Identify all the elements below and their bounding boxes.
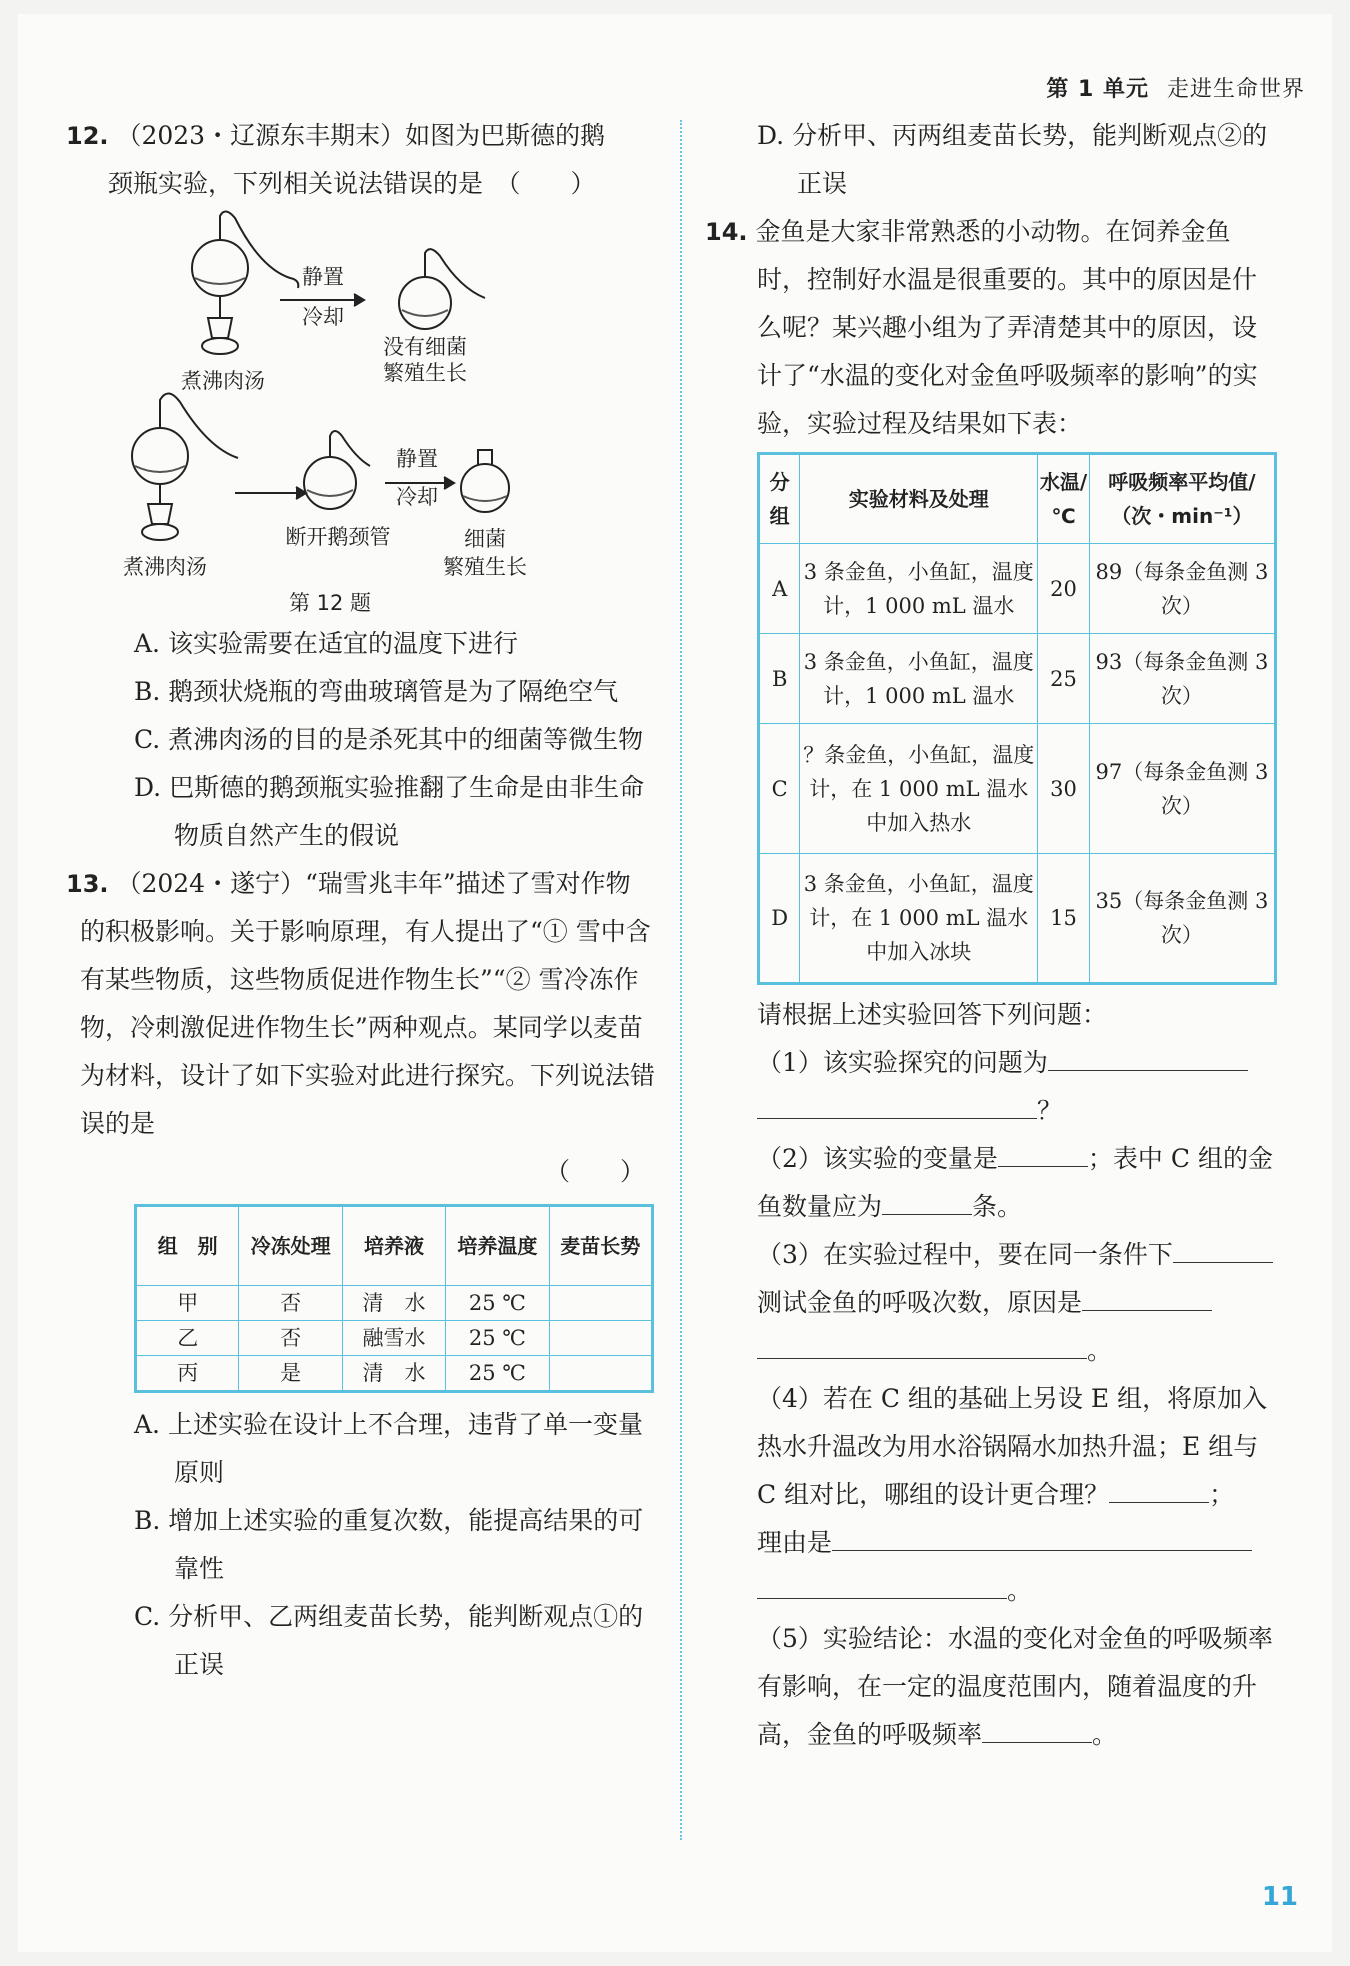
table-cell xyxy=(549,1321,652,1356)
table-header-cell: 培养温度 xyxy=(446,1206,549,1286)
answer-blank[interactable] xyxy=(1173,1233,1273,1263)
table-cell: 甲 xyxy=(136,1286,239,1321)
question-stem: （2023・辽源东丰期末）如图为巴斯德的鹅 xyxy=(116,121,606,150)
option-c xyxy=(80,1593,655,1689)
table-cell: 3 条金鱼，小鱼缸，温度计，1 000 mL 温水 xyxy=(800,634,1038,724)
table-cell: 清 水 xyxy=(342,1286,445,1321)
table-cell: ？条金鱼，小鱼缸，温度计，在 1 000 mL 温水中加入热水 xyxy=(800,724,1038,854)
sub-question-4-cont xyxy=(757,1567,1277,1615)
boil-broth-label-2: 煮沸肉汤 xyxy=(123,555,207,579)
table-row xyxy=(759,854,1276,984)
sub-question-sep: ； xyxy=(1209,1480,1235,1509)
table-cell: 25 xyxy=(1038,634,1090,724)
table-cell: 融雪水 xyxy=(342,1321,445,1356)
option-d xyxy=(80,764,655,860)
sub-question-end: ？ xyxy=(1037,1096,1063,1125)
options-13 xyxy=(80,1401,655,1689)
gooseneck-figure xyxy=(120,208,655,678)
table-header-cell: 实验材料及处理 xyxy=(800,454,1038,544)
sub-question-1-cont xyxy=(757,1087,1277,1135)
sub-question-2 xyxy=(757,1135,1277,1231)
sub-question-end: 。 xyxy=(1092,1720,1118,1749)
answer-blank[interactable] xyxy=(757,1569,1007,1599)
answer-blank[interactable] xyxy=(757,1089,1037,1119)
table-cell: B xyxy=(759,634,800,724)
question-stem: 金鱼是大家非常熟悉的小动物。在饲养金鱼时，控制好水温是很重要的。其中的原因是什么呢？某兴趣小组为了弄清楚其中的原因，设计了“水温的变化对金鱼呼吸频率的影响”的实验，实验过程及结果如下表： xyxy=(755,217,1258,438)
arrow1-bottom-label: 冷却 xyxy=(302,305,344,329)
sub-question-5 xyxy=(757,1615,1277,1759)
option-label: A. xyxy=(134,629,161,658)
unit-title: 走进生命世界 xyxy=(1166,77,1305,102)
page-header xyxy=(1046,72,1305,103)
table-row xyxy=(136,1356,653,1392)
sub-question-text: 测试金鱼的呼吸次数，原因是 xyxy=(757,1288,1083,1317)
option-text: 增加上述实验的重复次数，能提高结果的可靠性 xyxy=(168,1506,644,1583)
table-cell: A xyxy=(759,544,800,634)
option-label: A. xyxy=(134,1410,161,1439)
unit-label: 第 1 单元 xyxy=(1046,77,1149,102)
answer-blank[interactable] xyxy=(982,1713,1092,1743)
table-header-cell: 分组 xyxy=(759,454,800,544)
left-column xyxy=(66,112,656,1689)
question-number: 14. xyxy=(705,218,748,246)
table-cell: 乙 xyxy=(136,1321,239,1356)
answer-blank[interactable] xyxy=(1082,1281,1212,1311)
option-label: D. xyxy=(134,773,162,802)
table-header-cell: 水温/℃ xyxy=(1038,454,1090,544)
no-bacteria-label-1: 没有细菌 xyxy=(383,335,467,359)
bacteria-label-2: 繁殖生长 xyxy=(443,555,527,579)
option-text: 该实验需要在适宜的温度下进行 xyxy=(167,629,518,658)
table-cell: 30 xyxy=(1038,724,1090,854)
option-label: D. xyxy=(757,121,785,150)
bacteria-label-1: 细菌 xyxy=(464,527,506,551)
question-12 xyxy=(66,112,655,860)
answer-paren: （ ） xyxy=(544,1157,645,1186)
table-cell: 25 ℃ xyxy=(446,1356,549,1392)
question-13 xyxy=(66,860,656,1689)
sub-prompt: 请根据上述实验回答下列问题： xyxy=(757,1000,1108,1029)
sub-question-1 xyxy=(757,1039,1277,1087)
table-cell: 97（每条金鱼测 3 次） xyxy=(1089,724,1275,854)
table-header-cell: 麦苗长势 xyxy=(549,1206,652,1286)
arrow2-bottom-label: 冷却 xyxy=(396,485,438,509)
table-header-cell: 组 别 xyxy=(136,1206,239,1286)
table-row xyxy=(759,634,1276,724)
table-cell: 25 ℃ xyxy=(446,1286,549,1321)
table-cell: 3 条金鱼，小鱼缸，温度计，在 1 000 mL 温水中加入冰块 xyxy=(800,854,1038,984)
option-a xyxy=(80,1401,655,1497)
sub-question-end: 。 xyxy=(1007,1576,1033,1605)
question-number: 12. xyxy=(66,122,109,150)
table-cell: 清 水 xyxy=(342,1356,445,1392)
break-neck-label: 断开鹅颈管 xyxy=(285,525,391,549)
no-bacteria-label-2: 繁殖生长 xyxy=(383,361,467,385)
column-divider xyxy=(680,120,682,1840)
option-label: C. xyxy=(134,1602,161,1631)
option-d-13 xyxy=(757,112,1277,208)
option-b xyxy=(80,1497,655,1593)
table-header-cell: 呼吸频率平均值/（次・min⁻¹） xyxy=(1089,454,1275,544)
table-header-cell: 培养液 xyxy=(342,1206,445,1286)
option-text: 鹅颈状烧瓶的弯曲玻璃管是为了隔绝空气 xyxy=(168,677,619,706)
sub-question-text: ；表中 C 组的金鱼数量应为 xyxy=(757,1144,1273,1221)
right-column xyxy=(705,112,1277,1759)
table-header-row xyxy=(759,454,1276,544)
table-row xyxy=(136,1286,653,1321)
table-cell: 否 xyxy=(239,1286,342,1321)
question-stem: （2024・遂宁）“瑞雪兆丰年”描述了雪对作物的积极影响。关于影响原理，有人提出了“① 雪中含有某些物质，这些物质促进作物生长”“② 雪冷冻作物，冷刺激促进作物生长”两种观点。某同学以麦苗为材料，设计了如下实验对此进行探究。下列说法错误的是 xyxy=(80,869,656,1138)
sub-question-text: （1）该实验探究的问题为 xyxy=(757,1048,1048,1077)
sub-question-end: 。 xyxy=(1087,1336,1113,1365)
answer-blank[interactable] xyxy=(757,1329,1087,1359)
sub-question-text: （2）该实验的变量是 xyxy=(757,1144,998,1173)
option-label: C. xyxy=(134,725,161,754)
option-text: 上述实验在设计上不合理，违背了单一变量原则 xyxy=(167,1410,643,1487)
sub-question-text: 条。 xyxy=(972,1192,1023,1221)
table-cell: 25 ℃ xyxy=(446,1321,549,1356)
table-cell: D xyxy=(759,854,800,984)
table-row xyxy=(759,724,1276,854)
table-header-row xyxy=(136,1206,653,1286)
goldfish-experiment-table xyxy=(757,452,1277,985)
sub-question-text: （4）若在 C 组的基础上另设 E 组，将原加入热水升温改为用水浴锅隔水加热升温；E 组与 C 组对比，哪组的设计更合理？ xyxy=(757,1384,1268,1509)
table-cell: 20 xyxy=(1038,544,1090,634)
table-cell: 93（每条金鱼测 3 次） xyxy=(1089,634,1275,724)
table-cell: 3 条金鱼，小鱼缸，温度计，1 000 mL 温水 xyxy=(800,544,1038,634)
figure-caption: 第 12 题 xyxy=(288,591,372,615)
answer-blank[interactable] xyxy=(882,1185,972,1215)
table-cell: 否 xyxy=(239,1321,342,1356)
table-row xyxy=(759,544,1276,634)
option-text: 分析甲、丙两组麦苗长势，能判断观点②的正误 xyxy=(792,121,1268,198)
answer-blank[interactable] xyxy=(832,1521,1252,1551)
arrow2-top-label: 静置 xyxy=(396,447,438,471)
sub-question-3 xyxy=(757,1231,1277,1327)
option-text: 煮沸肉汤的目的是杀死其中的细菌等微生物 xyxy=(168,725,644,754)
arrow1-top-label: 静置 xyxy=(302,265,344,289)
snow-experiment-table xyxy=(134,1204,654,1393)
sub-question-4-reason xyxy=(757,1519,1277,1567)
table-cell: 35（每条金鱼测 3 次） xyxy=(1089,854,1275,984)
table-cell: C xyxy=(759,724,800,854)
answer-blank[interactable] xyxy=(1048,1041,1248,1071)
page-number: 11 xyxy=(1261,1882,1298,1912)
sub-question-text: （5）实验结论：水温的变化对金鱼的呼吸频率有影响，在一定的温度范围内，随着温度的升高，金鱼的呼吸频率 xyxy=(757,1624,1273,1749)
table-row xyxy=(136,1321,653,1356)
table-cell: 是 xyxy=(239,1356,342,1392)
sub-question-text: 理由是 xyxy=(757,1528,833,1557)
answer-blank[interactable] xyxy=(998,1137,1088,1167)
table-cell: 15 xyxy=(1038,854,1090,984)
sub-question-4 xyxy=(757,1375,1277,1519)
table-cell: 89（每条金鱼测 3 次） xyxy=(1089,544,1275,634)
option-c xyxy=(80,716,655,764)
table-header-cell: 冷冻处理 xyxy=(239,1206,342,1286)
table-cell: 丙 xyxy=(136,1356,239,1392)
option-text: 巴斯德的鹅颈瓶实验推翻了生命是由非生命物质自然产生的假说 xyxy=(169,773,645,850)
question-stem-2: 颈瓶实验，下列相关说法错误的是 （ ） xyxy=(108,169,596,198)
question-14 xyxy=(705,208,1277,1759)
sub-question-3-cont xyxy=(757,1327,1277,1375)
answer-blank[interactable] xyxy=(1109,1473,1209,1503)
table-cell xyxy=(549,1356,652,1392)
table-cell xyxy=(549,1286,652,1321)
option-label: B. xyxy=(134,677,161,706)
option-label: B. xyxy=(134,1506,161,1535)
sub-question-text: （3）在实验过程中，要在同一条件下 xyxy=(757,1240,1173,1269)
question-number: 13. xyxy=(66,870,109,898)
boil-broth-label-1: 煮沸肉汤 xyxy=(181,369,265,393)
option-text: 分析甲、乙两组麦苗长势，能判断观点①的正误 xyxy=(168,1602,644,1679)
